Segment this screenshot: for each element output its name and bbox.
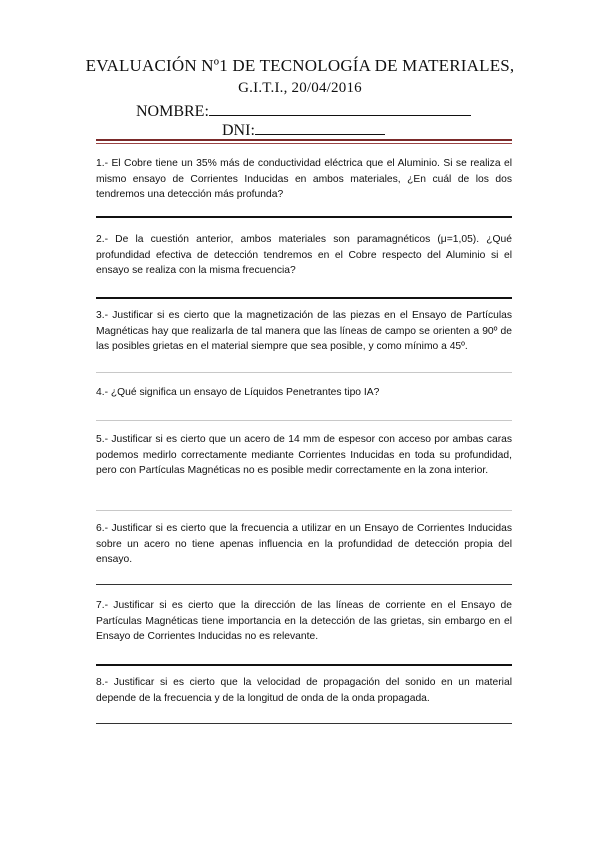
question-3: 3.- Justificar si es cierto que la magnetización de las piezas en el Ensayo de Partículas Magnéticas hay que realizarla de tal manera que las líneas de campo se orienten a 90º de las posibles grietas en el material siempre que sea posible, y como mínimo a 45º. — [96, 310, 512, 353]
header-divider — [96, 139, 512, 141]
question-6: 6.- Justificar si es cierto que la frecuencia a utilizar en un Ensayo de Corrientes Inducidas sobre un acero no tiene apenas influencia en la profundidad de detección propia del ensayo. — [96, 523, 512, 566]
question-4: 4.- ¿Qué significa un ensayo de Líquidos Penetrantes tipo IA? — [96, 387, 380, 398]
name-field[interactable] — [136, 101, 471, 121]
name-blank[interactable] — [209, 101, 471, 116]
name-label: NOMBRE: — [136, 103, 209, 120]
answer-line-3[interactable] — [96, 372, 512, 373]
answer-line-4[interactable] — [96, 420, 512, 421]
answer-line-8[interactable] — [96, 723, 512, 724]
exam-subtitle-date: G.I.T.I., 20/04/2016 — [238, 80, 362, 96]
question-7: 7.- Justificar si es cierto que la dirección de las líneas de corriente en el Ensayo de Partículas Magnéticas tiene importancia en la detección de las grietas, sin embargo en el Ensayo de Corrientes Inducidas no es relevante. — [96, 600, 512, 643]
exam-title: EVALUACIÓN Nº1 DE TECNOLOGÍA DE MATERIALES, — [85, 56, 515, 75]
question-1: 1.- El Cobre tiene un 35% más de conductividad eléctrica que el Aluminio. Si se realiza el mismo ensayo de Corrientes Inducidas en ambos materiales, ¿En cuál de los dos tendremos una detección más profunda? — [96, 158, 512, 201]
answer-line-2[interactable] — [96, 297, 512, 299]
answer-line-1[interactable] — [96, 216, 512, 218]
answer-line-6[interactable] — [96, 584, 512, 585]
question-8: 8.- Justificar si es cierto que la velocidad de propagación del sonido en un material depende de la frecuencia y de la longitud de onda de la onda propagada. — [96, 677, 512, 704]
answer-line-5[interactable] — [96, 510, 512, 511]
dni-field[interactable] — [222, 120, 385, 140]
question-2: 2.- De la cuestión anterior, ambos materiales son paramagnéticos (μ=1,05). ¿Qué profundidad efectiva de detección tendremos en el Cobre respecto del Aluminio si el ensayo se realiza con la misma frecuencia? — [96, 234, 512, 277]
dni-label: DNI: — [222, 122, 255, 139]
dni-blank[interactable] — [255, 120, 385, 135]
question-5: 5.- Justificar si es cierto que un acero de 14 mm de espesor con acceso por ambas caras podemos medirlo correctamente mediante Corrientes Inducidas en toda su profundidad, pero con Partículas Magnéticas no es posible medir correctamente en la zona interior. — [96, 434, 512, 477]
header-divider-thin — [96, 143, 512, 144]
answer-line-7[interactable] — [96, 664, 512, 666]
